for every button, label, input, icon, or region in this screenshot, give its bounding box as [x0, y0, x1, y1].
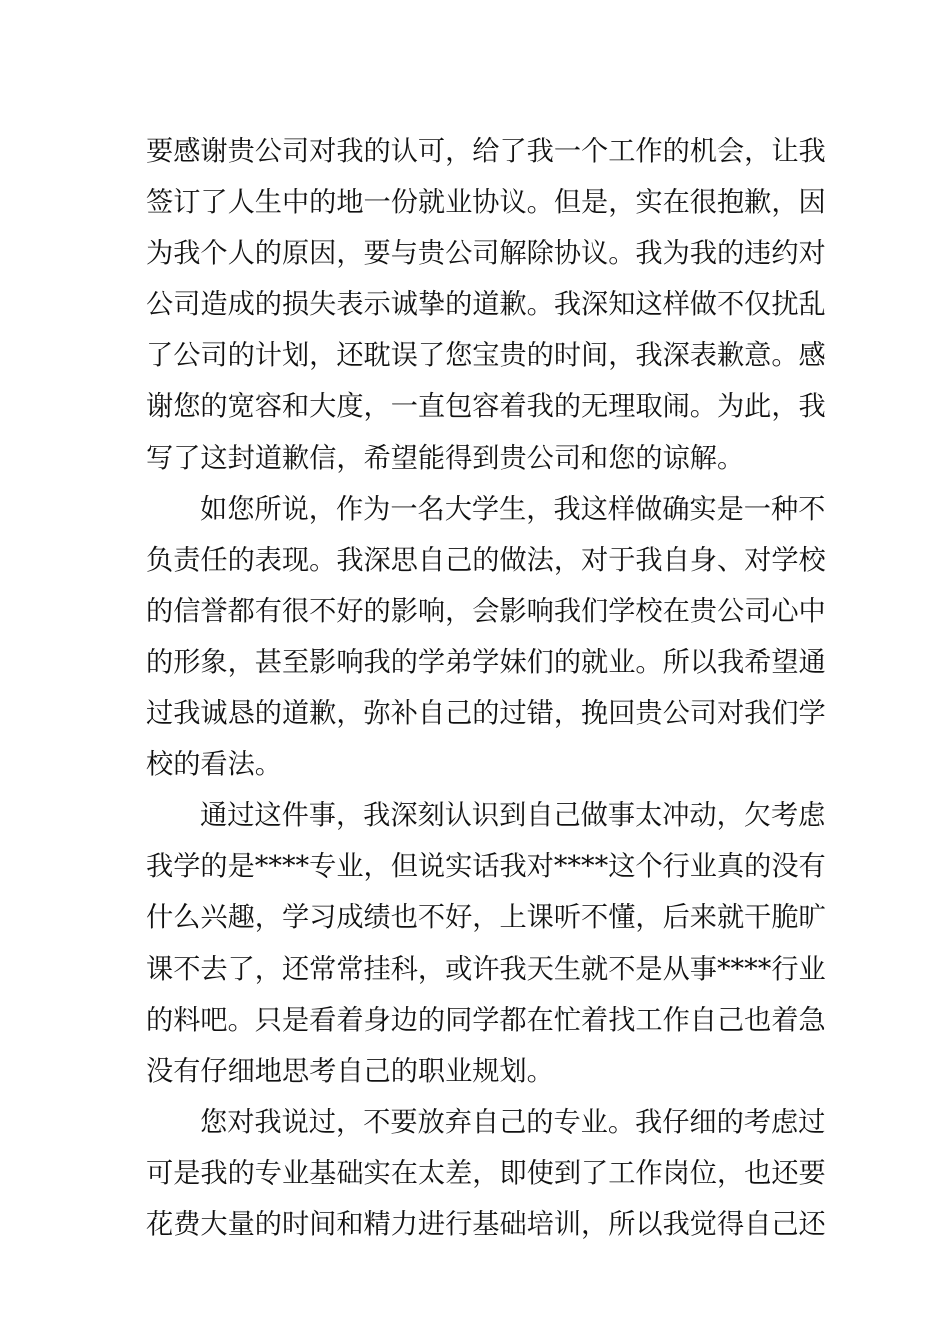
- text-line: 我学的是****专业，但说实话我对****这个行业真的没有: [146, 851, 826, 883]
- paragraph-first-line: 如您所说，作为一名大学生，我这样做确实是一种不: [200, 493, 826, 525]
- text-line: 了公司的计划，还耽误了您宝贵的时间，我深表歉意。感: [146, 340, 826, 372]
- text-line: 课不去了，还常常挂科，或许我天生就不是从事****行业: [146, 953, 826, 985]
- text-line: 过我诚恳的道歉，弥补自己的过错，挽回贵公司对我们学: [146, 698, 826, 730]
- text-line: 什么兴趣，学习成绩也不好，上课听不懂，后来就干脆旷: [146, 902, 826, 934]
- text-line: 签订了人生中的地一份就业协议。但是，实在很抱歉，因: [146, 187, 826, 219]
- document-body: [146, 126, 826, 1250]
- text-line: 要感谢贵公司对我的认可，给了我一个工作的机会，让我: [146, 136, 826, 167]
- text-line: 可是我的专业基础实在太差，即使到了工作岗位，也还要: [146, 1157, 826, 1189]
- text-line: 的信誉都有很不好的影响，会影响我们学校在贵公司心中: [146, 595, 826, 627]
- paragraph-first-line: 您对我说过，不要放弃自己的专业。我仔细的考虑过: [200, 1106, 826, 1138]
- text-line: 的料吧。只是看着身边的同学都在忙着找工作自己也着急: [146, 1004, 826, 1036]
- text-line: 写了这封道歉信，希望能得到贵公司和您的谅解。: [146, 442, 745, 474]
- text-line: 负责任的表现。我深思自己的做法，对于我自身、对学校: [146, 544, 826, 576]
- text-line: 没有仔细地思考自己的职业规划。: [146, 1055, 554, 1087]
- paragraph-first-line: 通过这件事，我深刻认识到自己做事太冲动，欠考虑: [200, 800, 826, 832]
- text-line: 为我个人的原因，要与贵公司解除协议。我为我的违约对: [146, 238, 826, 270]
- text-line: 谢您的宽容和大度，一直包容着我的无理取闹。为此，我: [146, 391, 826, 423]
- text-line: 公司造成的损失表示诚挚的道歉。我深知这样做不仅扰乱: [146, 289, 826, 321]
- text-line: 的形象，甚至影响我的学弟学妹们的就业。所以我希望通: [146, 646, 826, 678]
- text-line: 校的看法。: [146, 749, 282, 781]
- text-line: 花费大量的时间和精力进行基础培训，所以我觉得自己还: [146, 1208, 826, 1240]
